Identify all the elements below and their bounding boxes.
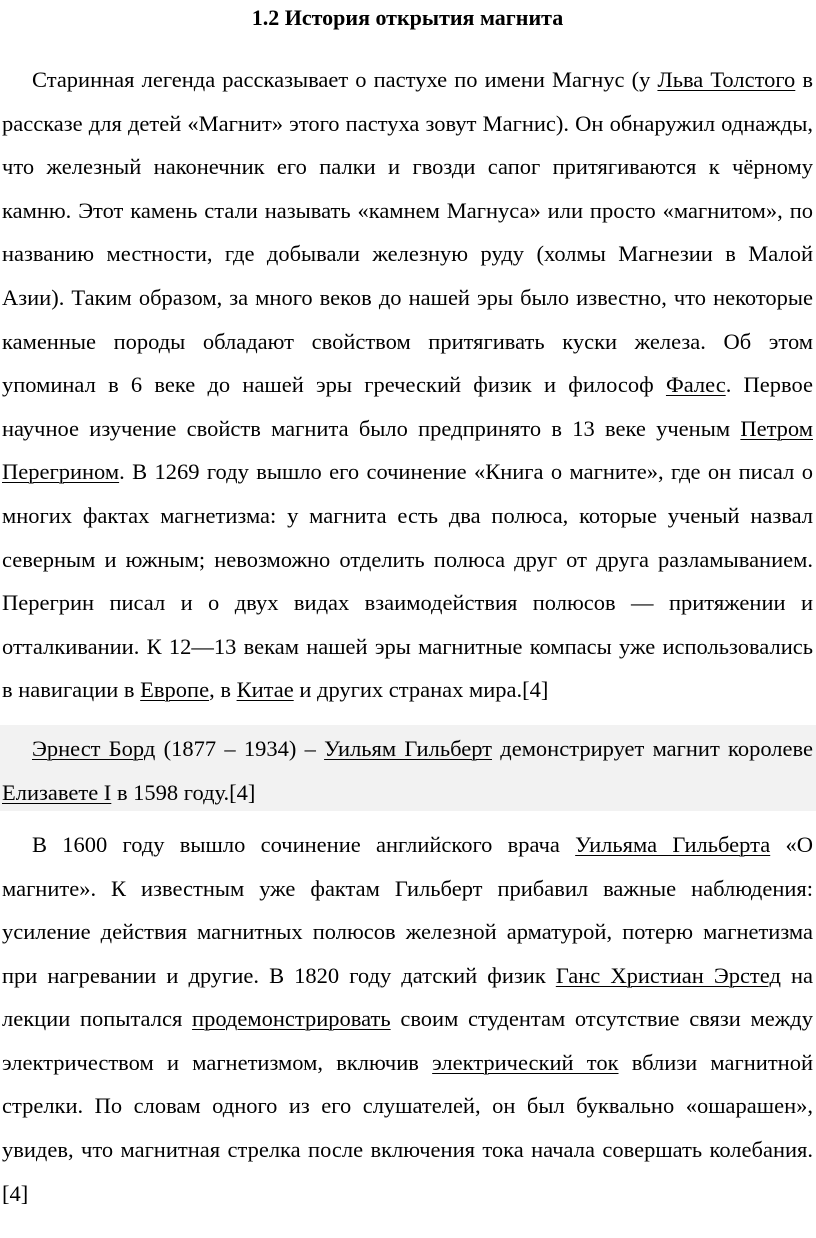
link-petrus-peregrinus[interactable]: Петром Перегрином <box>2 415 813 485</box>
link-demonstrate[interactable]: продемонстрировать <box>192 1006 391 1032</box>
link-william-gilbert-2[interactable]: Уильяма Гильберта <box>575 831 771 857</box>
text-run: В 1600 году вышло сочинение английского врача <box>32 831 576 857</box>
link-europe[interactable]: Европе <box>140 677 210 703</box>
text-run: . В 1269 году вышло его сочинение «Книга о магните», где он писал о многих фактах магнетизма: у магнита есть два полюса, которые ученый назвал северным и южным; невозможно отделить полюса друг от друга разламыванием. Перегрин писал и о двух видах взаимодействия полюсов — притяжении и отталкивании. К 12—13 векам нашей эры магнитные компасы уже использовались в навигации в <box>2 459 813 703</box>
link-elizabeth-i[interactable]: Елизавете I <box>2 779 112 805</box>
text-run: «О магните». К известным уже фактам Гильберт прибавил важные наблюдения: усиление действия магнитных полюсов железной арматурой, потерю магнетизма при нагревании и другие. В 1820 году датский физик <box>2 831 813 988</box>
text-run: , в <box>209 677 237 703</box>
image-caption <box>2 727 813 814</box>
paragraph-gilbert-oersted <box>2 823 813 1215</box>
text-run: в 1598 году.[4] <box>111 779 256 805</box>
section-heading: 1.2 История открытия магнита <box>251 5 564 30</box>
link-lev-tolstoy[interactable]: Льва Толстого <box>657 67 796 92</box>
text-run: . Первое научное изучение свойств магнита было предпринято в 13 веке ученым <box>2 372 814 441</box>
text-run: в рассказе для детей «Магнит» этого пастуха зовут Магнис). Он обнаружил однажды, что железный наконечник его палки и гвозди сапог притягиваются к чёрному камню. Этот камень стали называть «камнем Магнуса» или просто «магнитом», по названию местности, где добывали железную руду (холмы Магнезии в Малой Азии). Таким образом, за много веков до нашей эры было известно, что некоторые каменные породы обладают свойством притягивать куски железа. Об этом упоминал в 6 веке до нашей эры греческий физик и философ <box>2 67 814 398</box>
text-run: и других странах мира.[4] <box>293 677 549 703</box>
text-run: на лекции попытался <box>2 962 813 1032</box>
link-william-gilbert[interactable]: Уильям Гильберт <box>324 735 493 761</box>
link-china[interactable]: Китае <box>236 677 294 703</box>
link-hans-christian-oersted[interactable]: Ганс Христиан Эрстед <box>555 962 781 988</box>
text-run: демонстрирует магнит королеве <box>492 735 813 761</box>
image-caption-block <box>0 725 816 811</box>
paragraph-history-legend <box>2 58 813 712</box>
text-run: вблизи магнитной стрелки. По словам одного из его слушателей, он был буквально «ошарашен», увидев, что магнитная стрелка после включения тока начала совершать колебания. [4] <box>2 1049 813 1206</box>
link-ernest-board[interactable]: Эрнест Борд <box>32 735 156 761</box>
link-thales[interactable]: Фалес <box>665 372 726 398</box>
link-electric-current[interactable]: электрический ток <box>432 1049 619 1075</box>
text-run: своим студентам отсутствие связи между электричеством и магнетизмом, включив <box>2 1006 814 1075</box>
text-run: Старинная легенда рассказывает о пастухе по имени Магнус (у <box>32 67 658 92</box>
text-run: (1877 – 1934) – <box>155 735 325 761</box>
